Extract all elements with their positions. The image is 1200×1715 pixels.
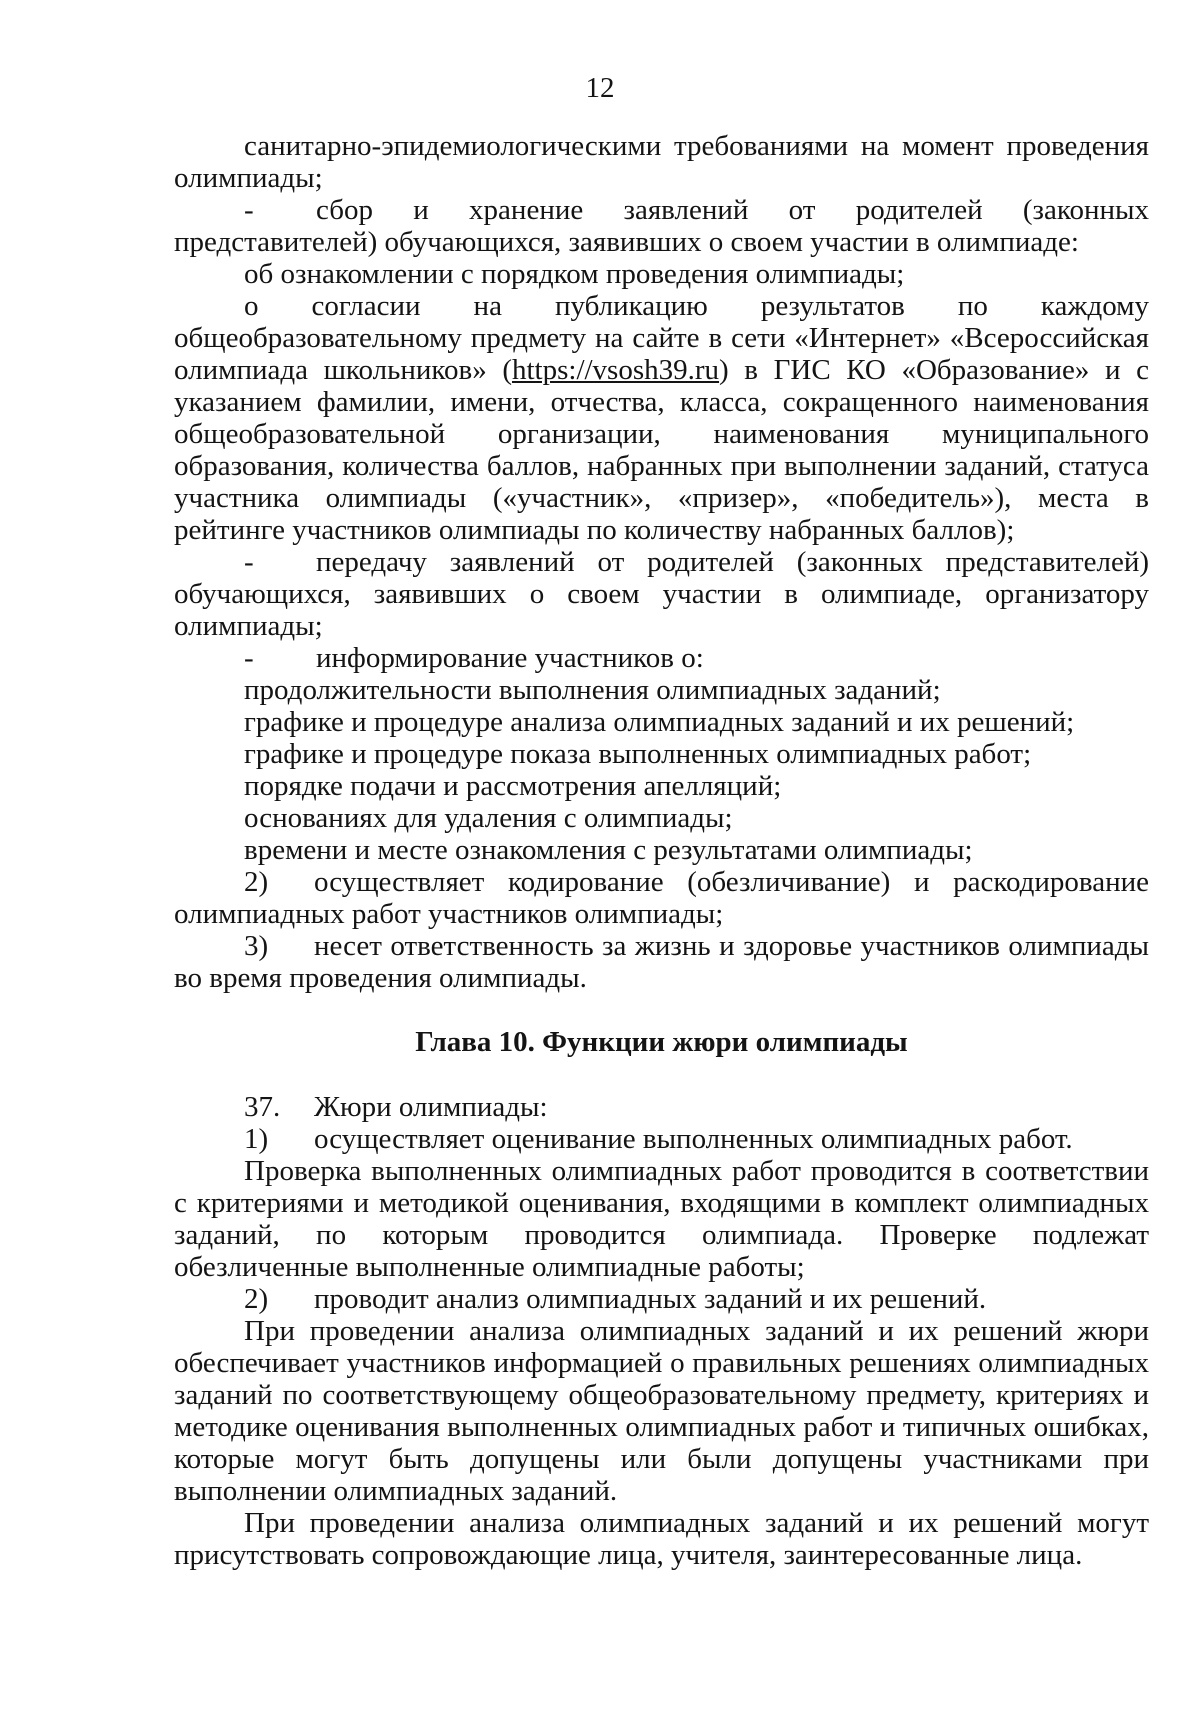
- list-item-text: информирование участников о:: [316, 642, 704, 674]
- paragraph: об ознакомлении с порядком проведения олимпиады;: [244, 258, 905, 290]
- paragraph: [174, 290, 1149, 546]
- page-number: 12: [585, 72, 615, 104]
- list-marker: -: [244, 546, 254, 578]
- list-item: [174, 1123, 1149, 1155]
- paragraph: Проверка выполненных олимпиадных работ проводится в соответствии с критериями и методикой оценивания, входящими в комплект олимпиадных заданий, по которым проводится олимпиада. Проверке подлежат обезличенные выполненные олимпиадные работы;: [174, 1155, 1149, 1283]
- page-body: [174, 130, 1149, 1571]
- paragraph-text: ) в ГИС КО «Образование» и с указанием фамилии, имени, отчества, класса, сокращенного наименования общеобразовательной организации, наименования муниципального образования, количества баллов, набранных при выполнении заданий, статуса участника олимпиады («участник», «призер», «победитель»), места в рейтинге участников олимпиады по количеству набранных баллов);: [174, 354, 1149, 546]
- list-item: [174, 194, 1149, 258]
- list-marker: -: [244, 642, 254, 674]
- paragraph: основаниях для удаления с олимпиады;: [244, 802, 733, 834]
- list-item-text: осуществляет кодирование (обезличивание) и раскодирование олимпиадных работ участников олимпиады;: [174, 866, 1149, 930]
- website-link[interactable]: https://vsosh39.ru: [511, 354, 720, 386]
- list-marker: 2): [244, 1283, 269, 1315]
- list-item: [174, 930, 1149, 994]
- paragraph-text: о согласии на публикацию результатов по каждому общеобразовательному предмету на сайте в сети «Интернет» «Всероссийская олимпиада школьников» (: [174, 290, 1149, 386]
- paragraph: санитарно-эпидемиологическими требованиями на момент проведения олимпиады;: [174, 130, 1149, 194]
- list-marker: 37.: [244, 1091, 281, 1123]
- chapter-heading: Глава 10. Функции жюри олимпиады: [415, 1026, 908, 1058]
- list-item: [174, 642, 1149, 674]
- list-item-text: несет ответственность за жизнь и здоровье участников олимпиады во время проведения олимпиады.: [174, 930, 1149, 994]
- paragraph: продолжительности выполнения олимпиадных заданий;: [244, 674, 941, 706]
- paragraph: графике и процедуре анализа олимпиадных заданий и их решений;: [244, 706, 1075, 738]
- list-item: [174, 866, 1149, 930]
- paragraph: графике и процедуре показа выполненных олимпиадных работ;: [244, 738, 1032, 770]
- list-item-text: осуществляет оценивание выполненных олимпиадных работ.: [314, 1123, 1073, 1155]
- list-item: [174, 1091, 1149, 1123]
- paragraph: порядке подачи и рассмотрения апелляций;: [244, 770, 782, 802]
- list-item-text: проводит анализ олимпиадных заданий и их решений.: [314, 1283, 987, 1315]
- paragraph: При проведении анализа олимпиадных заданий и их решений могут присутствовать сопровождающие лица, учителя, заинтересованные лица.: [174, 1507, 1149, 1571]
- paragraph: При проведении анализа олимпиадных заданий и их решений жюри обеспечивает участников информацией о правильных решениях олимпиадных заданий по соответствующему общеобразовательному предмету, критериях и методике оценивания выполненных олимпиадных работ и типичных ошибках, которые могут быть допущены или были допущены участниками при выполнении олимпиадных заданий.: [174, 1315, 1149, 1507]
- list-item-text: сбор и хранение заявлений от родителей (законных представителей) обучающихся, заявивших о своем участии в олимпиаде:: [174, 194, 1149, 258]
- list-item-text: Жюри олимпиады:: [314, 1091, 548, 1123]
- paragraph: времени и месте ознакомления с результатами олимпиады;: [244, 834, 973, 866]
- list-item: [174, 546, 1149, 642]
- list-marker: 3): [244, 930, 269, 962]
- list-item: [174, 1283, 1149, 1315]
- list-marker: -: [244, 194, 254, 226]
- list-marker: 2): [244, 866, 269, 898]
- list-marker: 1): [244, 1123, 269, 1155]
- list-item-text: передачу заявлений от родителей (законных представителей) обучающихся, заявивших о своем участии в олимпиаде, организатору олимпиады;: [174, 546, 1149, 642]
